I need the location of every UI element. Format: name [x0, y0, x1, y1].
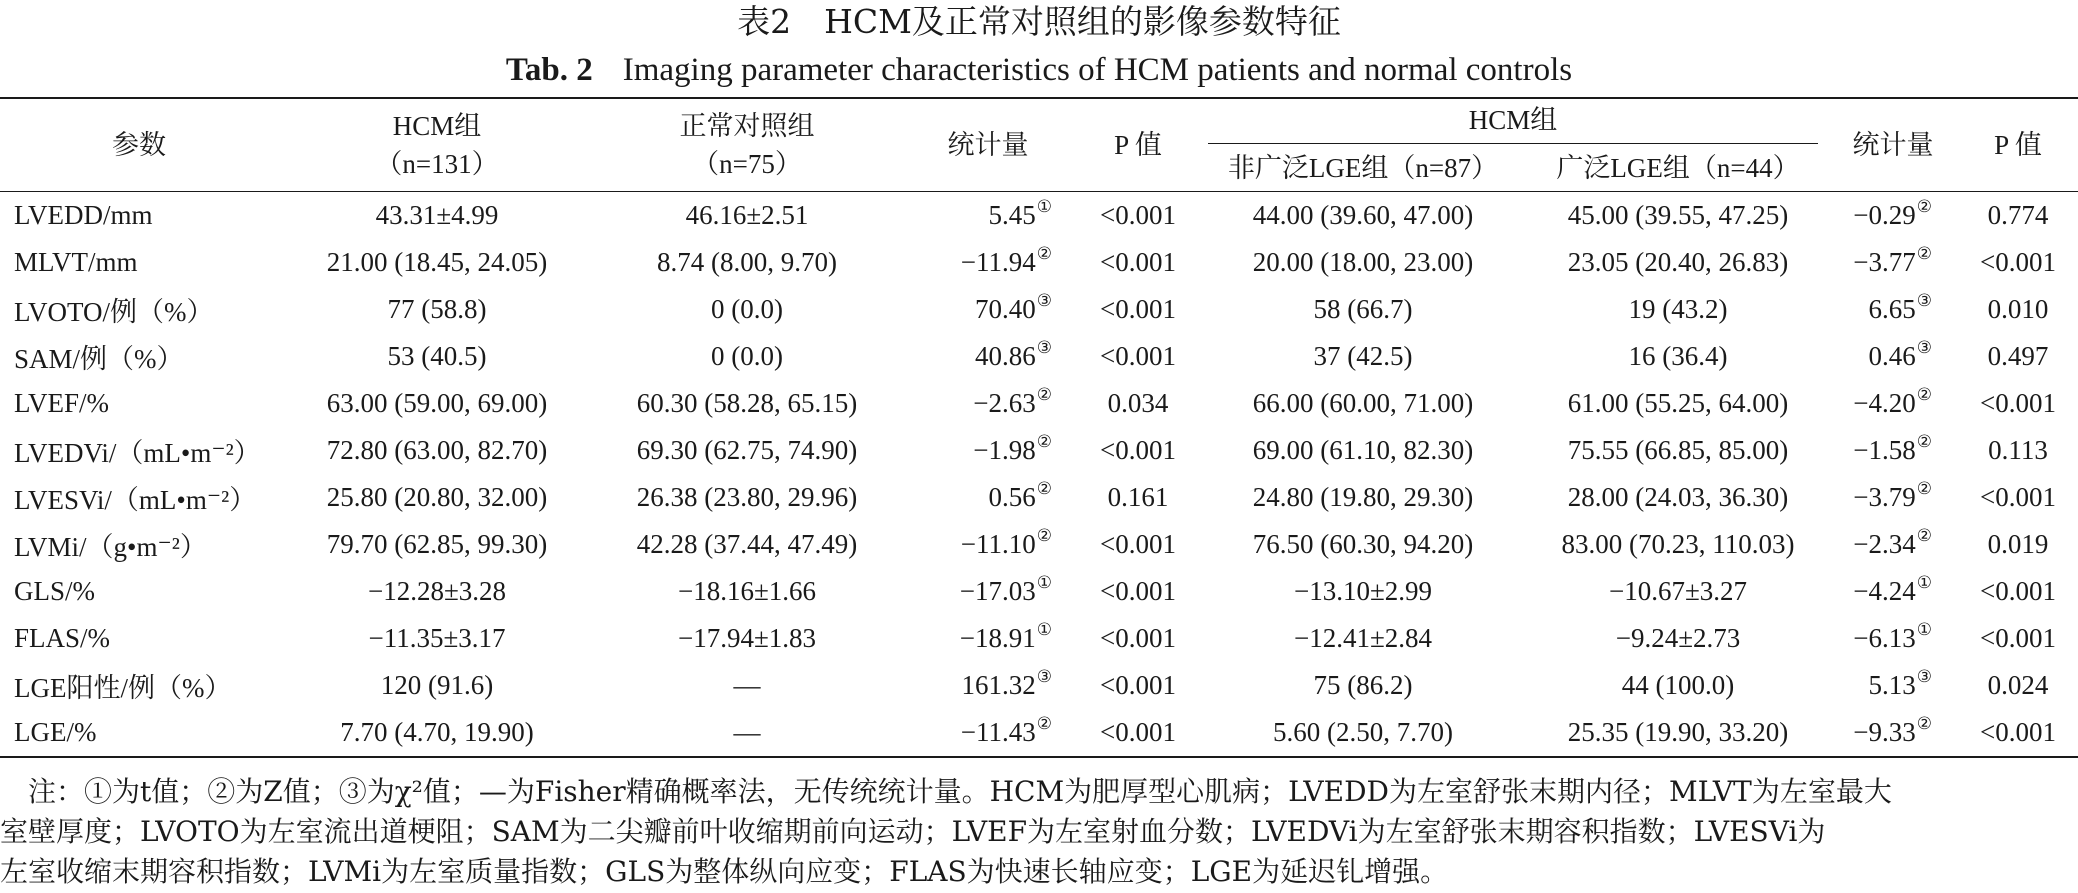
cell-stat1-text: −17.03	[959, 576, 1036, 606]
cell-p2-text: <0.001	[1980, 247, 2056, 277]
cell-stat1-text: 40.86	[975, 341, 1036, 371]
cell-p1	[1078, 662, 1198, 709]
cell-p1-text: 0.034	[1107, 388, 1169, 418]
header-normal-n: （n=75）	[692, 149, 802, 179]
cell-normal	[596, 192, 898, 240]
cell-stat1-text: 5.45	[988, 200, 1036, 230]
cell-stat2-text: −3.79	[1853, 482, 1916, 512]
header-extensive: 广泛LGE组（n=44）	[1556, 153, 1800, 183]
cell-stat2	[1828, 192, 1958, 240]
stat-type-marker: ②	[1916, 526, 1933, 545]
cell-nonextensive	[1198, 192, 1528, 240]
cell-p2-text: <0.001	[1980, 623, 2056, 653]
cell-p1	[1078, 521, 1198, 568]
cell-extensive	[1528, 615, 1828, 662]
cell-param	[0, 615, 278, 662]
cell-p1	[1078, 568, 1198, 615]
cell-p1	[1078, 709, 1198, 757]
stat-type-marker: ②	[1036, 385, 1052, 404]
cell-p1-text: 0.161	[1107, 482, 1169, 512]
cell-param	[0, 521, 278, 568]
cell-hcm	[278, 380, 596, 427]
table-row	[0, 192, 2078, 240]
cell-stat2-text: −0.29	[1853, 200, 1916, 230]
cell-stat2	[1828, 333, 1958, 380]
cell-p2	[1958, 709, 2078, 757]
cell-nonextensive	[1198, 474, 1528, 521]
cell-param-text: LVOTO/例（%）	[14, 297, 214, 327]
stat-type-marker: ①	[1036, 573, 1052, 592]
cell-stat1-text: −11.43	[960, 717, 1036, 747]
cell-stat1	[898, 333, 1078, 380]
cell-p2	[1958, 474, 2078, 521]
cell-normal-text: 26.38 (23.80, 29.96)	[636, 482, 858, 512]
cell-hcm	[278, 192, 596, 240]
cell-normal-text: 8.74 (8.00, 9.70)	[657, 247, 837, 277]
cell-p2-text: 0.497	[1987, 341, 2049, 371]
cell-stat2	[1828, 427, 1958, 474]
cell-stat2-text: −2.34	[1853, 529, 1916, 559]
cell-p2-text: 0.010	[1987, 294, 2049, 324]
cell-p2	[1958, 521, 2078, 568]
cell-p2-text: <0.001	[1980, 388, 2056, 418]
table-row	[0, 380, 2078, 427]
cell-param-text: LVESVi/（mL•m⁻²）	[14, 485, 257, 515]
stat-type-marker: ③	[1036, 667, 1052, 686]
cell-param-text: LVEDD/mm	[14, 200, 153, 230]
cell-hcm-text: −12.28±3.28	[367, 576, 507, 606]
cell-extensive-text: 83.00 (70.23, 110.03)	[1561, 529, 1795, 559]
cell-p2-text: <0.001	[1980, 576, 2056, 606]
cell-stat2-text: −4.20	[1853, 388, 1916, 418]
cell-nonextensive	[1198, 380, 1528, 427]
cell-p1	[1078, 286, 1198, 333]
cell-param	[0, 239, 278, 286]
cell-param-text: LVEF/%	[14, 388, 110, 418]
cell-nonextensive	[1198, 568, 1528, 615]
stat-type-marker: ③	[1916, 338, 1933, 357]
cell-stat1	[898, 521, 1078, 568]
table-caption-en	[0, 50, 2078, 90]
stat-type-marker: ②	[1036, 479, 1052, 498]
stat-type-marker: ②	[1036, 714, 1052, 733]
table-row	[0, 662, 2078, 709]
table-row	[0, 239, 2078, 286]
header-stat1: 统计量	[898, 98, 1078, 192]
cell-param-text: LVEDVi/（mL•m⁻²）	[14, 438, 261, 468]
cell-hcm	[278, 521, 596, 568]
stat-type-marker: ②	[1916, 432, 1933, 451]
cell-hcm	[278, 239, 596, 286]
cell-p2-text: 0.113	[1988, 435, 2048, 465]
cell-hcm	[278, 286, 596, 333]
cell-hcm-text: 21.00 (18.45, 24.05)	[326, 247, 548, 277]
stat-type-marker: ②	[1916, 385, 1933, 404]
header-hcm-label: HCM组	[392, 111, 482, 141]
cell-stat2	[1828, 380, 1958, 427]
cell-stat1-text: −2.63	[973, 388, 1036, 418]
cell-p1-text: <0.001	[1100, 529, 1176, 559]
cell-extensive-text: 25.35 (19.90, 33.20)	[1567, 717, 1789, 747]
cell-param-text: LGE/%	[14, 717, 97, 747]
stat-type-marker: ②	[1036, 432, 1052, 451]
data-table	[0, 97, 2078, 758]
cell-p1-text: <0.001	[1100, 294, 1176, 324]
note-line-1: 注：①为t值；②为Z值；③为χ²值；—为Fisher精确概率法，无传统统计量。HCM为肥厚型心肌病；LVEDD为左室舒张末期内径；MLVT为左室最大	[28, 775, 1892, 808]
cell-stat2-text: −4.24	[1853, 576, 1916, 606]
cell-stat2	[1828, 709, 1958, 757]
cell-stat1	[898, 662, 1078, 709]
cell-normal	[596, 333, 898, 380]
cell-p1	[1078, 333, 1198, 380]
header-normal	[596, 98, 898, 192]
note-line-3: 左室收缩末期容积指数；LVMi为左室质量指数；GLS为整体纵向应变；FLAS为快速长轴应变；LGE为延迟钆增强。	[0, 855, 1449, 888]
cell-stat2	[1828, 286, 1958, 333]
cell-nonextensive-text: 44.00 (39.60, 47.00)	[1252, 200, 1474, 230]
cell-extensive	[1528, 709, 1828, 757]
table-caption-cn: 表2 HCM及正常对照组的影像参数特征	[737, 2, 1341, 41]
cell-normal	[596, 709, 898, 757]
cell-param	[0, 333, 278, 380]
header-hcm-subgroup	[1198, 98, 1828, 145]
cell-p2-text: 0.774	[1987, 200, 2049, 230]
header-p2: P 值	[1958, 98, 2078, 192]
cell-normal-text: 0 (0.0)	[711, 341, 783, 371]
table-body	[0, 192, 2078, 758]
cell-p2	[1958, 615, 2078, 662]
table-row	[0, 427, 2078, 474]
cell-p2-text: <0.001	[1980, 717, 2056, 747]
cell-p2	[1958, 333, 2078, 380]
cell-hcm-text: 77 (58.8)	[387, 294, 487, 324]
table-row	[0, 615, 2078, 662]
table-row	[0, 521, 2078, 568]
cell-p1-text: <0.001	[1100, 717, 1176, 747]
cell-extensive	[1528, 427, 1828, 474]
cell-hcm	[278, 333, 596, 380]
table-row	[0, 474, 2078, 521]
cell-stat1-text: −11.10	[960, 529, 1036, 559]
cell-p1-text: <0.001	[1100, 670, 1176, 700]
cell-extensive-text: 16 (36.4)	[1628, 341, 1728, 371]
cell-stat1	[898, 474, 1078, 521]
cell-extensive-text: −9.24±2.73	[1615, 623, 1741, 653]
cell-p1	[1078, 380, 1198, 427]
cell-param	[0, 474, 278, 521]
cell-stat1-text: 70.40	[975, 294, 1036, 324]
cell-hcm	[278, 427, 596, 474]
cell-p2-text: 0.019	[1987, 529, 2049, 559]
cell-stat2	[1828, 474, 1958, 521]
cell-normal	[596, 474, 898, 521]
table-row	[0, 286, 2078, 333]
header-nonextensive: 非广泛LGE组（n=87）	[1227, 153, 1499, 183]
cell-hcm	[278, 662, 596, 709]
cell-extensive-text: 19 (43.2)	[1628, 294, 1728, 324]
cell-normal	[596, 380, 898, 427]
cell-extensive-text: 75.55 (66.85, 85.00)	[1567, 435, 1789, 465]
stat-type-marker: ②	[1036, 526, 1052, 545]
cell-hcm	[278, 568, 596, 615]
cell-normal	[596, 615, 898, 662]
cell-param-text: FLAS/%	[14, 623, 111, 653]
cell-normal	[596, 239, 898, 286]
table-notes	[0, 772, 2072, 892]
cell-extensive	[1528, 239, 1828, 286]
cell-stat2-text: −9.33	[1853, 717, 1916, 747]
cell-p1	[1078, 615, 1198, 662]
cell-p2	[1958, 427, 2078, 474]
cell-param-text: MLVT/mm	[14, 247, 138, 277]
cell-hcm-text: 43.31±4.99	[375, 200, 499, 230]
table-label-en: Tab. 2	[505, 52, 593, 88]
cell-p2-text: <0.001	[1980, 482, 2056, 512]
cell-p1-text: <0.001	[1100, 247, 1176, 277]
stat-type-marker: ②	[1036, 244, 1052, 263]
cell-nonextensive-text: 66.00 (60.00, 71.00)	[1252, 388, 1474, 418]
cell-stat1	[898, 709, 1078, 757]
cell-stat2	[1828, 662, 1958, 709]
cell-nonextensive	[1198, 662, 1528, 709]
cell-param	[0, 709, 278, 757]
cell-hcm-text: 25.80 (20.80, 32.00)	[326, 482, 548, 512]
cell-stat2	[1828, 239, 1958, 286]
cell-nonextensive	[1198, 239, 1528, 286]
cell-extensive	[1528, 521, 1828, 568]
cell-p2	[1958, 380, 2078, 427]
stat-type-marker: ②	[1916, 479, 1933, 498]
cell-normal-text: −17.94±1.83	[677, 623, 817, 653]
cell-p1	[1078, 192, 1198, 240]
cell-nonextensive-text: 58 (66.7)	[1313, 294, 1413, 324]
cell-stat1	[898, 192, 1078, 240]
cell-param	[0, 568, 278, 615]
stat-type-marker: ①	[1036, 620, 1052, 639]
stat-type-marker: ②	[1916, 714, 1933, 733]
cell-p2-text: 0.024	[1987, 670, 2049, 700]
cell-stat2	[1828, 521, 1958, 568]
header-normal-label: 正常对照组	[679, 111, 815, 141]
cell-hcm	[278, 474, 596, 521]
stat-type-marker: ③	[1916, 291, 1933, 310]
header-hcm-n: （n=131）	[375, 149, 499, 179]
cell-normal-text: 60.30 (58.28, 65.15)	[636, 388, 858, 418]
cell-extensive	[1528, 192, 1828, 240]
cell-stat1-text: −1.98	[973, 435, 1036, 465]
cell-p1-text: <0.001	[1100, 623, 1176, 653]
cell-p1-text: <0.001	[1100, 576, 1176, 606]
cell-nonextensive	[1198, 709, 1528, 757]
cell-hcm-text: 79.70 (62.85, 99.30)	[326, 529, 548, 559]
cell-extensive-text: 23.05 (20.40, 26.83)	[1567, 247, 1789, 277]
cell-nonextensive-text: 75 (86.2)	[1313, 670, 1413, 700]
cell-param-text: LGE阳性/例（%）	[14, 673, 232, 703]
cell-stat1	[898, 380, 1078, 427]
cell-p1-text: <0.001	[1100, 341, 1176, 371]
cell-stat1	[898, 615, 1078, 662]
cell-p1-text: <0.001	[1100, 435, 1176, 465]
cell-extensive-text: 61.00 (55.25, 64.00)	[1567, 388, 1789, 418]
cell-p2	[1958, 662, 2078, 709]
cell-nonextensive	[1198, 333, 1528, 380]
cell-normal-text: 42.28 (37.44, 47.49)	[636, 529, 858, 559]
cell-p2	[1958, 192, 2078, 240]
cell-param-text: LVMi/（g•m⁻²）	[14, 532, 207, 562]
cell-hcm-text: −11.35±3.17	[368, 623, 506, 653]
header-hcm	[278, 98, 596, 192]
cell-stat1	[898, 239, 1078, 286]
cell-hcm-text: 7.70 (4.70, 19.90)	[340, 717, 534, 747]
cell-nonextensive-text: 76.50 (60.30, 94.20)	[1252, 529, 1474, 559]
stat-type-marker: ①	[1916, 573, 1933, 592]
header-param: 参数	[0, 98, 278, 192]
cell-extensive	[1528, 474, 1828, 521]
header-p1: P 值	[1078, 98, 1198, 192]
cell-nonextensive	[1198, 427, 1528, 474]
cell-nonextensive-text: 24.80 (19.80, 29.30)	[1252, 482, 1474, 512]
cell-param-text: SAM/例（%）	[14, 344, 184, 374]
cell-hcm-text: 120 (91.6)	[380, 670, 494, 700]
cell-normal-text: −18.16±1.66	[677, 576, 817, 606]
cell-stat2-text: −3.77	[1853, 247, 1916, 277]
cell-stat2-text: −6.13	[1853, 623, 1916, 653]
cell-normal-text: 0 (0.0)	[711, 294, 783, 324]
cell-p2	[1958, 568, 2078, 615]
table-title-en: Imaging parameter characteristics of HCM patients and normal controls	[622, 52, 1573, 88]
cell-normal	[596, 568, 898, 615]
cell-p1-text: <0.001	[1100, 200, 1176, 230]
cell-nonextensive-text: −12.41±2.84	[1293, 623, 1433, 653]
cell-extensive-text: 44 (100.0)	[1621, 670, 1735, 700]
stat-type-marker: ③	[1916, 667, 1933, 686]
stat-type-marker: ③	[1036, 291, 1052, 310]
cell-extensive	[1528, 286, 1828, 333]
cell-extensive	[1528, 380, 1828, 427]
cell-hcm	[278, 615, 596, 662]
cell-extensive-text: −10.67±3.27	[1608, 576, 1748, 606]
cell-extensive-text: 28.00 (24.03, 36.30)	[1567, 482, 1789, 512]
cell-param	[0, 192, 278, 240]
stat-type-marker: ③	[1036, 338, 1052, 357]
header-stat2: 统计量	[1828, 98, 1958, 192]
stat-type-marker: ①	[1916, 620, 1933, 639]
cell-normal	[596, 662, 898, 709]
cell-hcm	[278, 709, 596, 757]
cell-hcm-text: 53 (40.5)	[387, 341, 487, 371]
cell-normal-text: —	[733, 670, 761, 700]
cell-normal-text: 46.16±2.51	[685, 200, 809, 230]
cell-stat1	[898, 568, 1078, 615]
cell-stat2-text: 5.13	[1868, 670, 1916, 700]
cell-nonextensive	[1198, 521, 1528, 568]
cell-stat1-text: 0.56	[988, 482, 1036, 512]
cell-normal-text: 69.30 (62.75, 74.90)	[636, 435, 858, 465]
cell-p1	[1078, 474, 1198, 521]
cell-param	[0, 427, 278, 474]
cell-stat1-text: −11.94	[960, 247, 1036, 277]
cell-stat2	[1828, 615, 1958, 662]
cell-param	[0, 380, 278, 427]
cell-p2	[1958, 239, 2078, 286]
cell-stat1	[898, 286, 1078, 333]
cell-normal	[596, 286, 898, 333]
cell-normal	[596, 521, 898, 568]
table-row	[0, 568, 2078, 615]
cell-param-text: GLS/%	[14, 576, 95, 606]
cell-extensive	[1528, 568, 1828, 615]
cell-stat1-text: −18.91	[959, 623, 1036, 653]
cell-nonextensive-text: 20.00 (18.00, 23.00)	[1252, 247, 1474, 277]
cell-stat2-text: −1.58	[1853, 435, 1916, 465]
cell-nonextensive	[1198, 286, 1528, 333]
table-row	[0, 709, 2078, 757]
cell-nonextensive-text: 37 (42.5)	[1313, 341, 1413, 371]
cell-param	[0, 662, 278, 709]
cell-nonextensive-text: 69.00 (61.10, 82.30)	[1252, 435, 1474, 465]
cell-stat2-text: 0.46	[1868, 341, 1916, 371]
cell-stat2	[1828, 568, 1958, 615]
cell-normal-text: —	[733, 717, 761, 747]
cell-nonextensive-text: 5.60 (2.50, 7.70)	[1273, 717, 1453, 747]
cell-extensive-text: 45.00 (39.55, 47.25)	[1567, 200, 1789, 230]
cell-nonextensive	[1198, 615, 1528, 662]
cell-extensive	[1528, 662, 1828, 709]
cell-p2	[1958, 286, 2078, 333]
note-line-2: 室壁厚度；LVOTO为左室流出道梗阻；SAM为二尖瓣前叶收缩期前向运动；LVEF为左室射血分数；LVEDVi为左室舒张末期容积指数；LVESVi为	[0, 815, 1826, 848]
header-hcm-subgroup-label: HCM组	[1208, 101, 1818, 144]
cell-normal	[596, 427, 898, 474]
cell-extensive	[1528, 333, 1828, 380]
stat-type-marker: ①	[1036, 197, 1052, 216]
cell-hcm-text: 72.80 (63.00, 82.70)	[326, 435, 548, 465]
cell-stat2-text: 6.65	[1868, 294, 1916, 324]
cell-p1	[1078, 427, 1198, 474]
cell-param	[0, 286, 278, 333]
cell-stat1	[898, 427, 1078, 474]
stat-type-marker: ②	[1916, 244, 1933, 263]
cell-nonextensive-text: −13.10±2.99	[1293, 576, 1433, 606]
stat-type-marker: ②	[1916, 197, 1933, 216]
table-row	[0, 333, 2078, 380]
cell-stat1-text: 161.32	[961, 670, 1036, 700]
cell-hcm-text: 63.00 (59.00, 69.00)	[326, 388, 548, 418]
cell-p1	[1078, 239, 1198, 286]
